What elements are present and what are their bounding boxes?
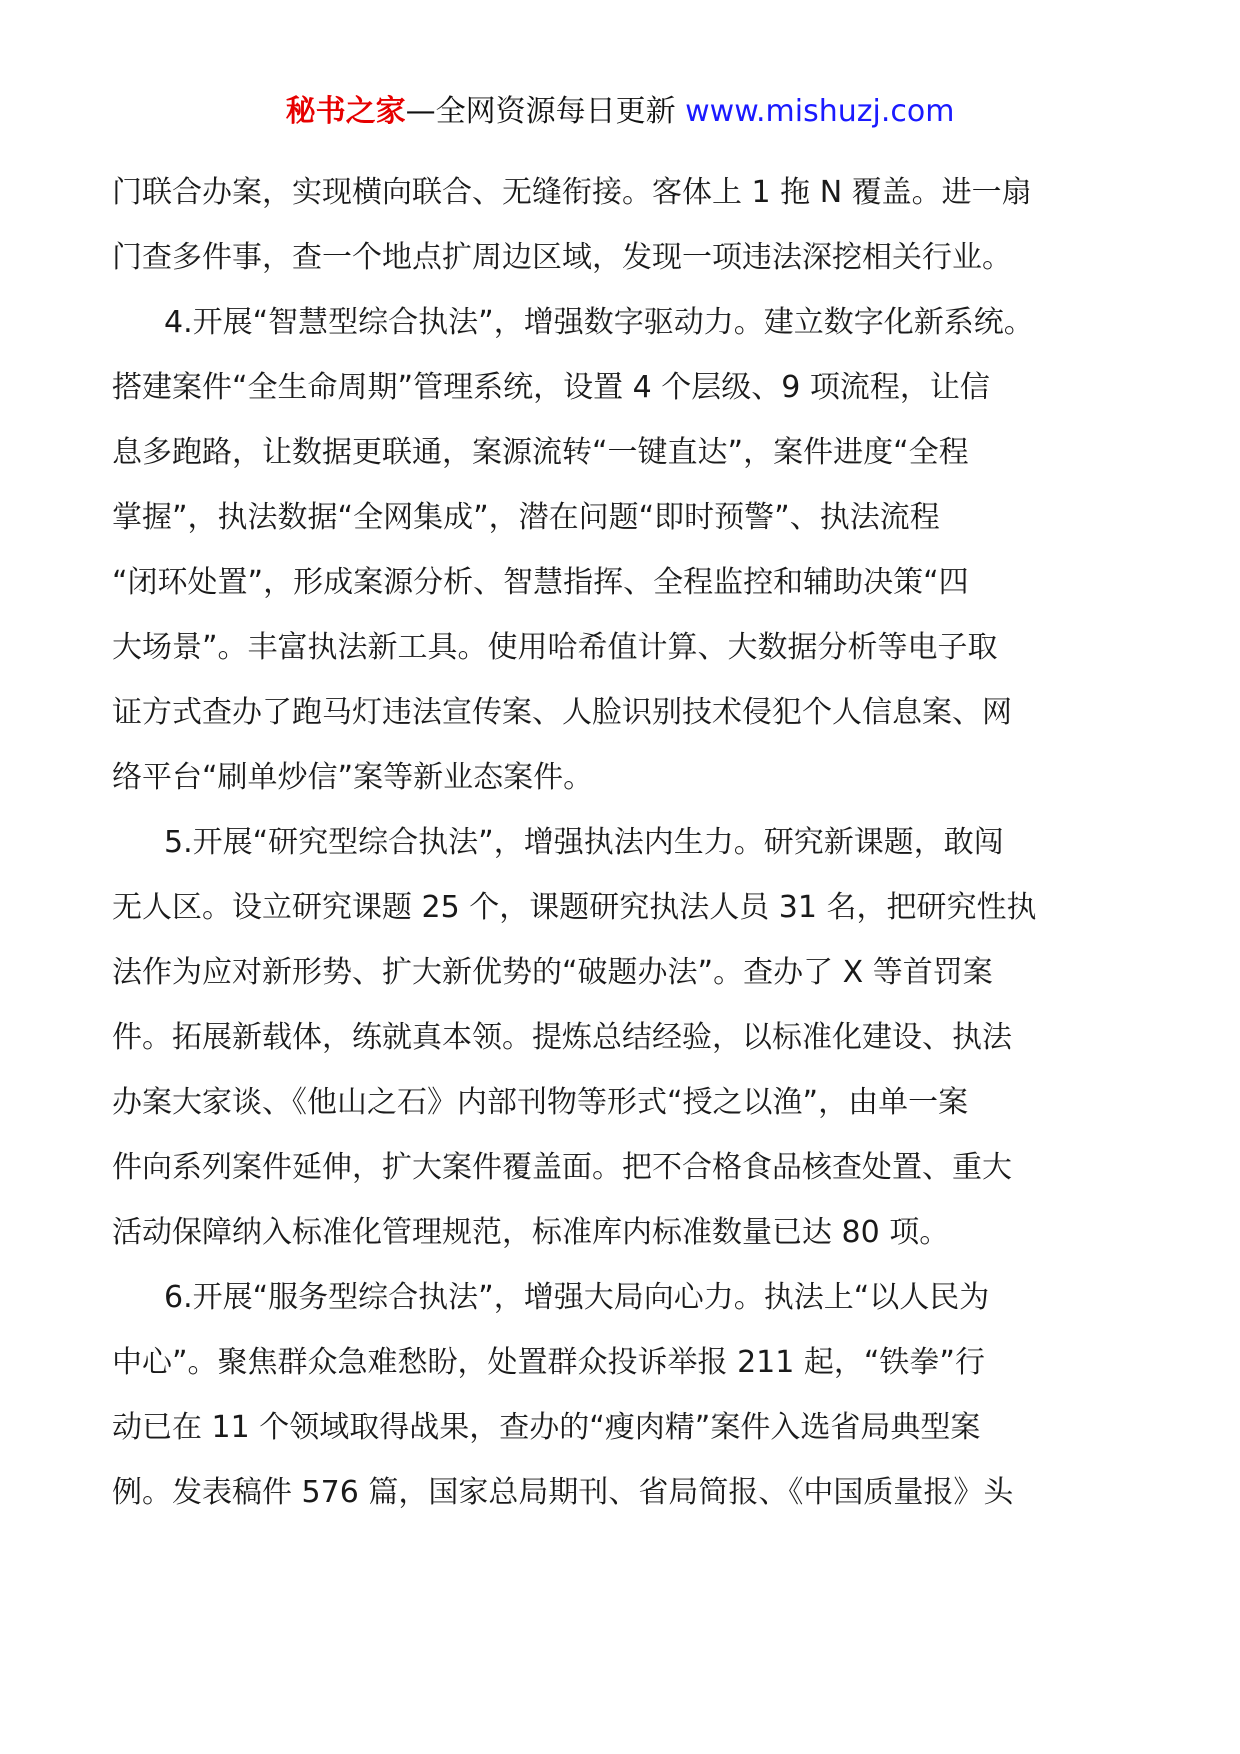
text-line: 件向系列案件延伸，扩大案件覆盖面。把不合格食品核查处置、重大 bbox=[112, 1150, 1012, 1185]
text-line: 证方式查办了跑马灯违法宣传案、人脸识别技术侵犯个人信息案、网 bbox=[112, 695, 1012, 730]
document-body bbox=[112, 160, 1127, 1525]
text-line: 门联合办案，实现横向联合、无缝衔接。客体上 1 拖 N 覆盖。进一扇 bbox=[112, 175, 1032, 210]
text-line: 络平台“刷单炒信”案等新业态案件。 bbox=[112, 760, 594, 795]
paragraph-start-line: 4.开展“智慧型综合执法”，增强数字驱动力。建立数字化新系统。 bbox=[164, 305, 1034, 340]
page-header bbox=[0, 92, 1240, 132]
text-line: 无人区。设立研究课题 25 个，课题研究执法人员 31 名，把研究性执 bbox=[112, 890, 1037, 925]
text-line: 门查多件事，查一个地点扩周边区域，发现一项违法深挖相关行业。 bbox=[112, 240, 1012, 275]
website-link[interactable]: www.mishuzj.com bbox=[685, 94, 955, 129]
text-line: 例。发表稿件 576 篇，国家总局期刊、省局简报、《中国质量报》头 bbox=[112, 1475, 1014, 1510]
text-line: 法作为应对新形势、扩大新优势的“破题办法”。查办了 X 等首罚案 bbox=[112, 955, 993, 990]
text-line: 办案大家谈、《他山之石》内部刊物等形式“授之以渔”，由单一案 bbox=[112, 1085, 969, 1120]
brand-name: 秘书之家 bbox=[285, 94, 406, 129]
text-line: 息多跑路，让数据更联通，案源流转“一键直达”，案件进度“全程 bbox=[112, 435, 969, 470]
text-line: 掌握”，执法数据“全网集成”，潜在问题“即时预警”、执法流程 bbox=[112, 500, 940, 535]
text-line: 活动保障纳入标准化管理规范，标准库内标准数量已达 80 项。 bbox=[112, 1215, 950, 1250]
text-line: “闭环处置”，形成案源分析、智慧指挥、全程监控和辅助决策“四 bbox=[112, 565, 969, 600]
text-line: 搭建案件“全生命周期”管理系统，设置 4 个层级、9 项流程，让信 bbox=[112, 370, 990, 405]
text-line: 件。拓展新载体，练就真本领。提炼总结经验，以标准化建设、执法 bbox=[112, 1020, 1012, 1055]
paragraph-start-line: 5.开展“研究型综合执法”，增强执法内生力。研究新课题，敢闯 bbox=[164, 825, 1004, 860]
text-line: 大场景”。丰富执法新工具。使用哈希值计算、大数据分析等电子取 bbox=[112, 630, 998, 665]
paragraph-start-line: 6.开展“服务型综合执法”，增强大局向心力。执法上“以人民为 bbox=[164, 1280, 990, 1315]
text-line: 动已在 11 个领域取得战果，查办的“瘦肉精”案件入选省局典型案 bbox=[112, 1410, 981, 1445]
text-line: 中心”。聚焦群众急难愁盼，处置群众投诉举报 211 起，“铁拳”行 bbox=[112, 1345, 985, 1380]
header-tagline: —全网资源每日更新 bbox=[405, 94, 676, 129]
